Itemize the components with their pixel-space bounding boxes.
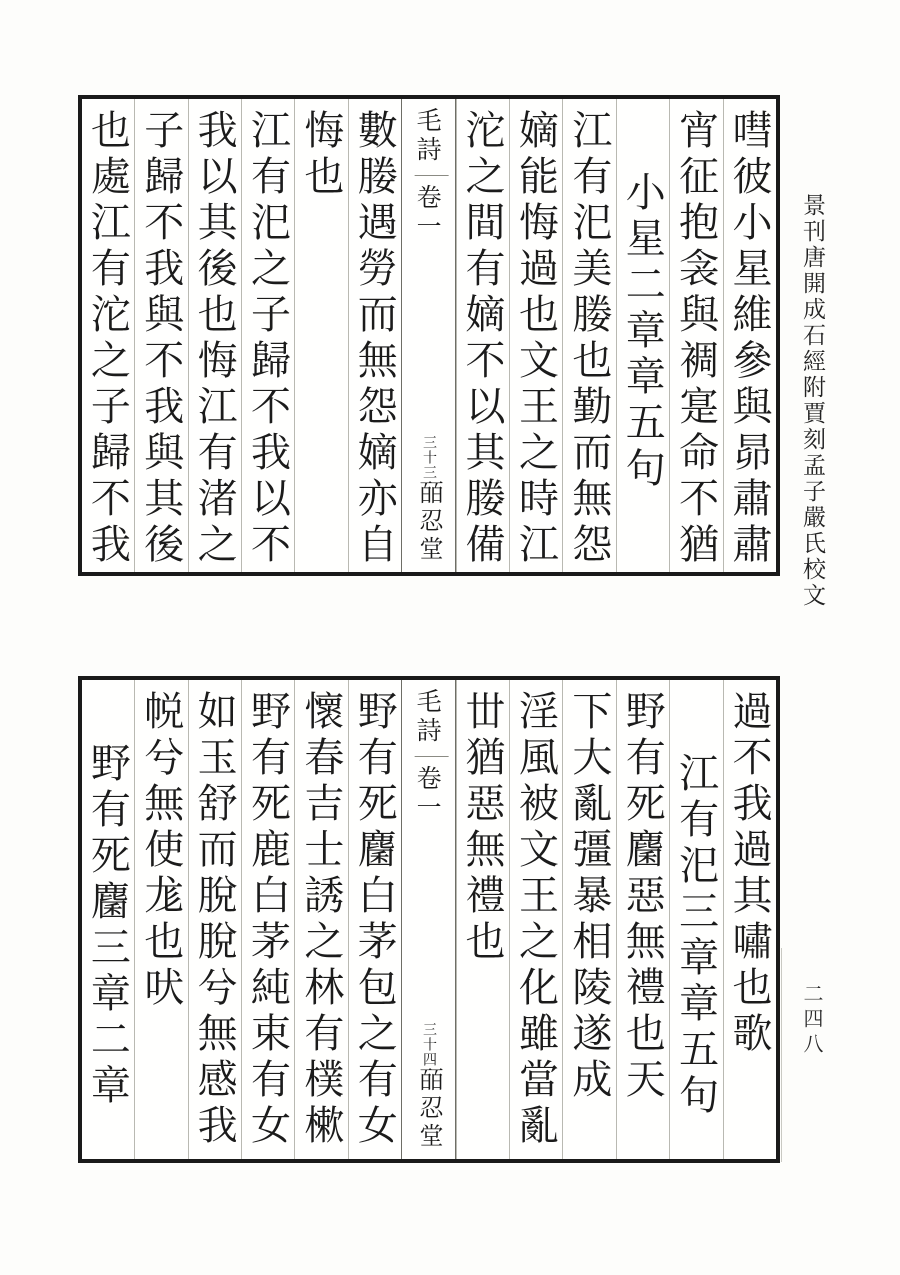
text-column: 悔也 [294, 99, 347, 572]
banxin-volume: 卷一 [413, 184, 441, 242]
text-column: 嘒彼小星維參與昴肅肅 [723, 99, 776, 572]
page-number: 二四八 [800, 983, 822, 1058]
banxin-leaf-number: 三十三 [420, 435, 436, 480]
text-column: 帨兮無使尨也吠 [134, 680, 187, 1159]
banxin-divider-rule [415, 175, 449, 176]
text-column: 懷春吉士誘之林有樸樕 [294, 680, 347, 1159]
text-column: 我以其後也悔江有渚之 [188, 99, 241, 572]
banxin-center-column [401, 99, 455, 572]
chapter-count-column: 小星二章章五句 [616, 99, 669, 572]
edition-spine-title: 景刊唐開成石經附賈刻孟子嚴氏校文 [800, 193, 825, 609]
banxin-hall-name: 皕忍堂 [414, 480, 441, 564]
text-column: 子歸不我與不我與其後 [134, 99, 187, 572]
banxin-leaf-number: 三十四 [420, 1022, 436, 1067]
scan-artifact-line [781, 948, 782, 1162]
banxin-hall-name: 皕忍堂 [414, 1067, 441, 1151]
banxin-title-group [408, 688, 449, 823]
text-column: 如玉舒而脫脫兮無感我 [188, 680, 241, 1159]
banxin-footer-group [411, 435, 446, 564]
text-column: 野有死麕惡無禮也天 [616, 680, 669, 1159]
text-column: 嫡能悔過也文王之時江 [509, 99, 562, 572]
text-column: 江有汜之子歸不我以不 [241, 99, 294, 572]
banxin-footer-group [411, 1022, 446, 1151]
banxin-title-group [408, 107, 449, 242]
text-frame-top [78, 95, 780, 576]
text-column: 數媵遇勞而無怨嫡亦自 [348, 99, 401, 572]
text-column: 野有死鹿白茅純束有女 [241, 680, 294, 1159]
banxin-divider-rule [415, 756, 449, 757]
banxin-center-column [401, 680, 455, 1159]
text-column: 下大亂彊暴相陵遂成 [562, 680, 615, 1159]
text-column: 過不我過其嘯也歌 [723, 680, 776, 1159]
text-column: 野有死麕白茅包之有女 [348, 680, 401, 1159]
banxin-book-title: 毛詩 [413, 107, 441, 165]
text-column: 淫風被文王之化雖當亂 [509, 680, 562, 1159]
text-column: 沱之間有嫡不以其媵備 [456, 99, 509, 572]
banxin-book-title: 毛詩 [413, 688, 441, 746]
text-column: 宵征抱衾與裯寔命不猶 [669, 99, 722, 572]
text-column: 也處江有沱之子歸不我 [85, 109, 131, 569]
banxin-volume: 卷一 [413, 765, 441, 823]
text-frame-bottom [78, 676, 780, 1163]
chapter-count-column: 野有死麕三章二章 [85, 742, 131, 1110]
text-column: 江有汜美媵也勤而無怨 [562, 99, 615, 572]
chapter-count-column: 江有汜三章章五句 [669, 680, 722, 1159]
text-column: 丗猶惡無禮也 [456, 680, 509, 1159]
